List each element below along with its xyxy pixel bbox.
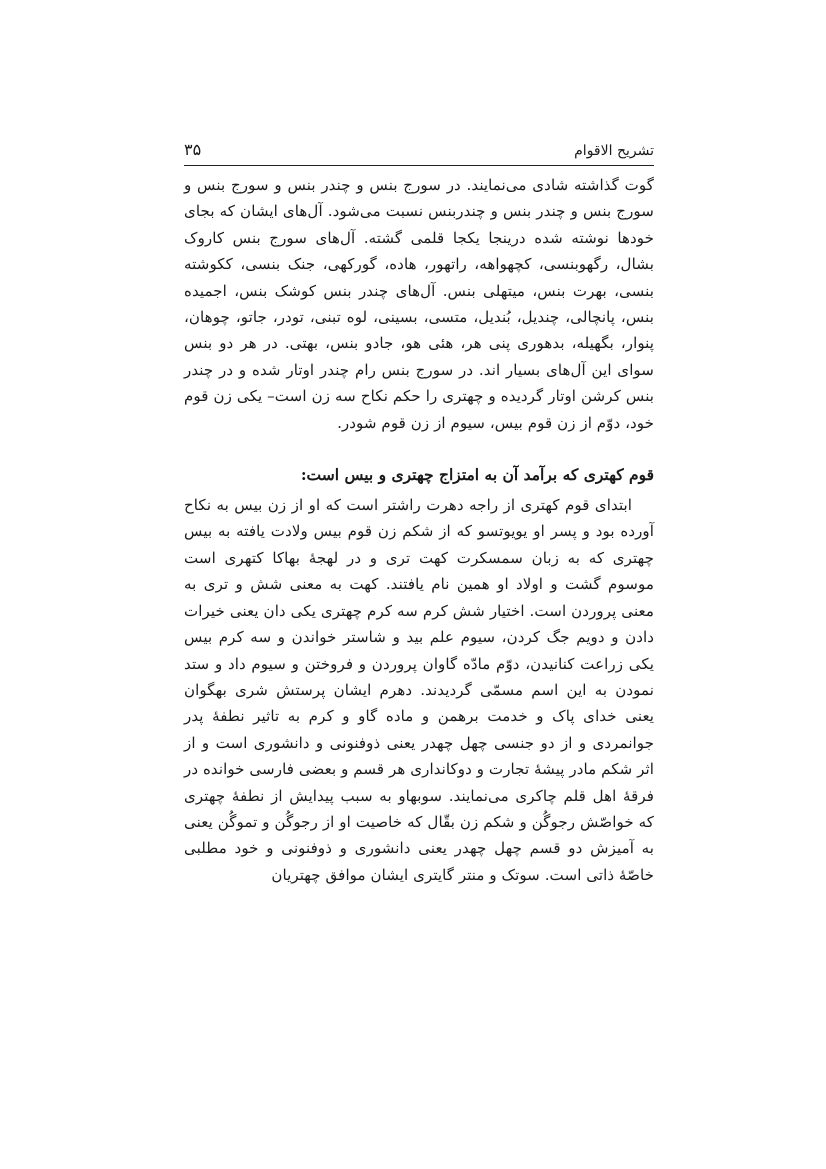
book-page	[184, 140, 654, 888]
running-title: تشریح الاقوام	[574, 143, 654, 159]
paragraph-1: گوت گذاشته شادی می‌نمایند. در سورج بنس و چندر بنس و سورج بنس و سورج بنس و چندر بنس و چندربنس نسبت می‌شود. آل‌های ایشان که بجای خودها نوشته شده درینجا یکجا قلمی گشته. آل‌های سورج بنس کاروک بشال، رگهوبنسی، کچهواهه، راتهور، هاده، گورکهی، جنک بنسی، ککوشته بنسی، بهرت بنس، میتهلی بنس. آل‌های چندر بنس کوشک بنس، اجمیده بنس، پانچالی، چندیل، بُندیل، متسی، بسینی، لوه تبنی، تودر، جاتو، چوهان، پنوار، بگهیله، بدهوری پنی هر، هئی هو، جادو بنس، بهتی. در هر دو بنس سوای این آل‌های بسیار اند. در سورج بنس رام چندر اوتار شده و در چندر بنس کرشن اوتار گردیده و چهتری را حکم نکاح سه زن است– یکی زن قوم خود، دوّم از زن قوم بیس، سیوم از زن قوم شودر.	[184, 176, 654, 432]
running-header	[184, 140, 654, 166]
section-heading: قوم کهتری که برآمد آن به امتزاج چهتری و بیس است:	[300, 465, 654, 485]
page-number: ۳۵	[184, 140, 202, 159]
section-body: ابتدای قوم کهتری از راجه دهرت راشتر است که او از زن بیس به نکاح آورده بود و پسر او یویوتسو که از شکم زن قوم بیس ولادت یافته به بیس چهتری که به زبان سمسکرت کهت تری و در لهجهٔ بهاکا کتهری است موسوم گشت و اولاد او همین نام یافتند. کهت به معنی شش و تری به معنی پروردن است. اختیار شش کرم سه کرم چهتری یکی دان یعنی خیرات دادن و دویم جگ کردن، سیوم علم بید و شاستر خواندن و سه کرم بیس یکی زراعت کنانیدن، دوّم مادّه گاوان پروردن و فروختن و سیوم داد و ستد نمودن به این اسم مسمّی گردیدند. دهرم ایشان پرستش شری بهگوان یعنی خدای پاک و خدمت برهمن و ماده گاو و کرم به تاثیر نطفهٔ پدر جوانمردی و از دو جنسی چهل چهدر یعنی ذوفنونی و دانشوری است و از اثر شکم مادر پیشهٔ تجارت و دوکانداری هر قسم و بعضی فارسی خوانده در فرقهٔ اهل قلم چاکری می‌نمایند. سوبهاو به سبب پیدایش از نطفهٔ چهتری که خواصّش رجوگُن و شکم زن بقّال که خاصیت او از رجوگُن و تموگُن یعنی به آمیزش دو قسم چهل چهدر یعنی دانشوری و ذوفنونی و خود مطلبی خاصّهٔ ذاتی است. سوتک و منتر گایتری ایشان موافق چهتریان	[184, 496, 654, 884]
